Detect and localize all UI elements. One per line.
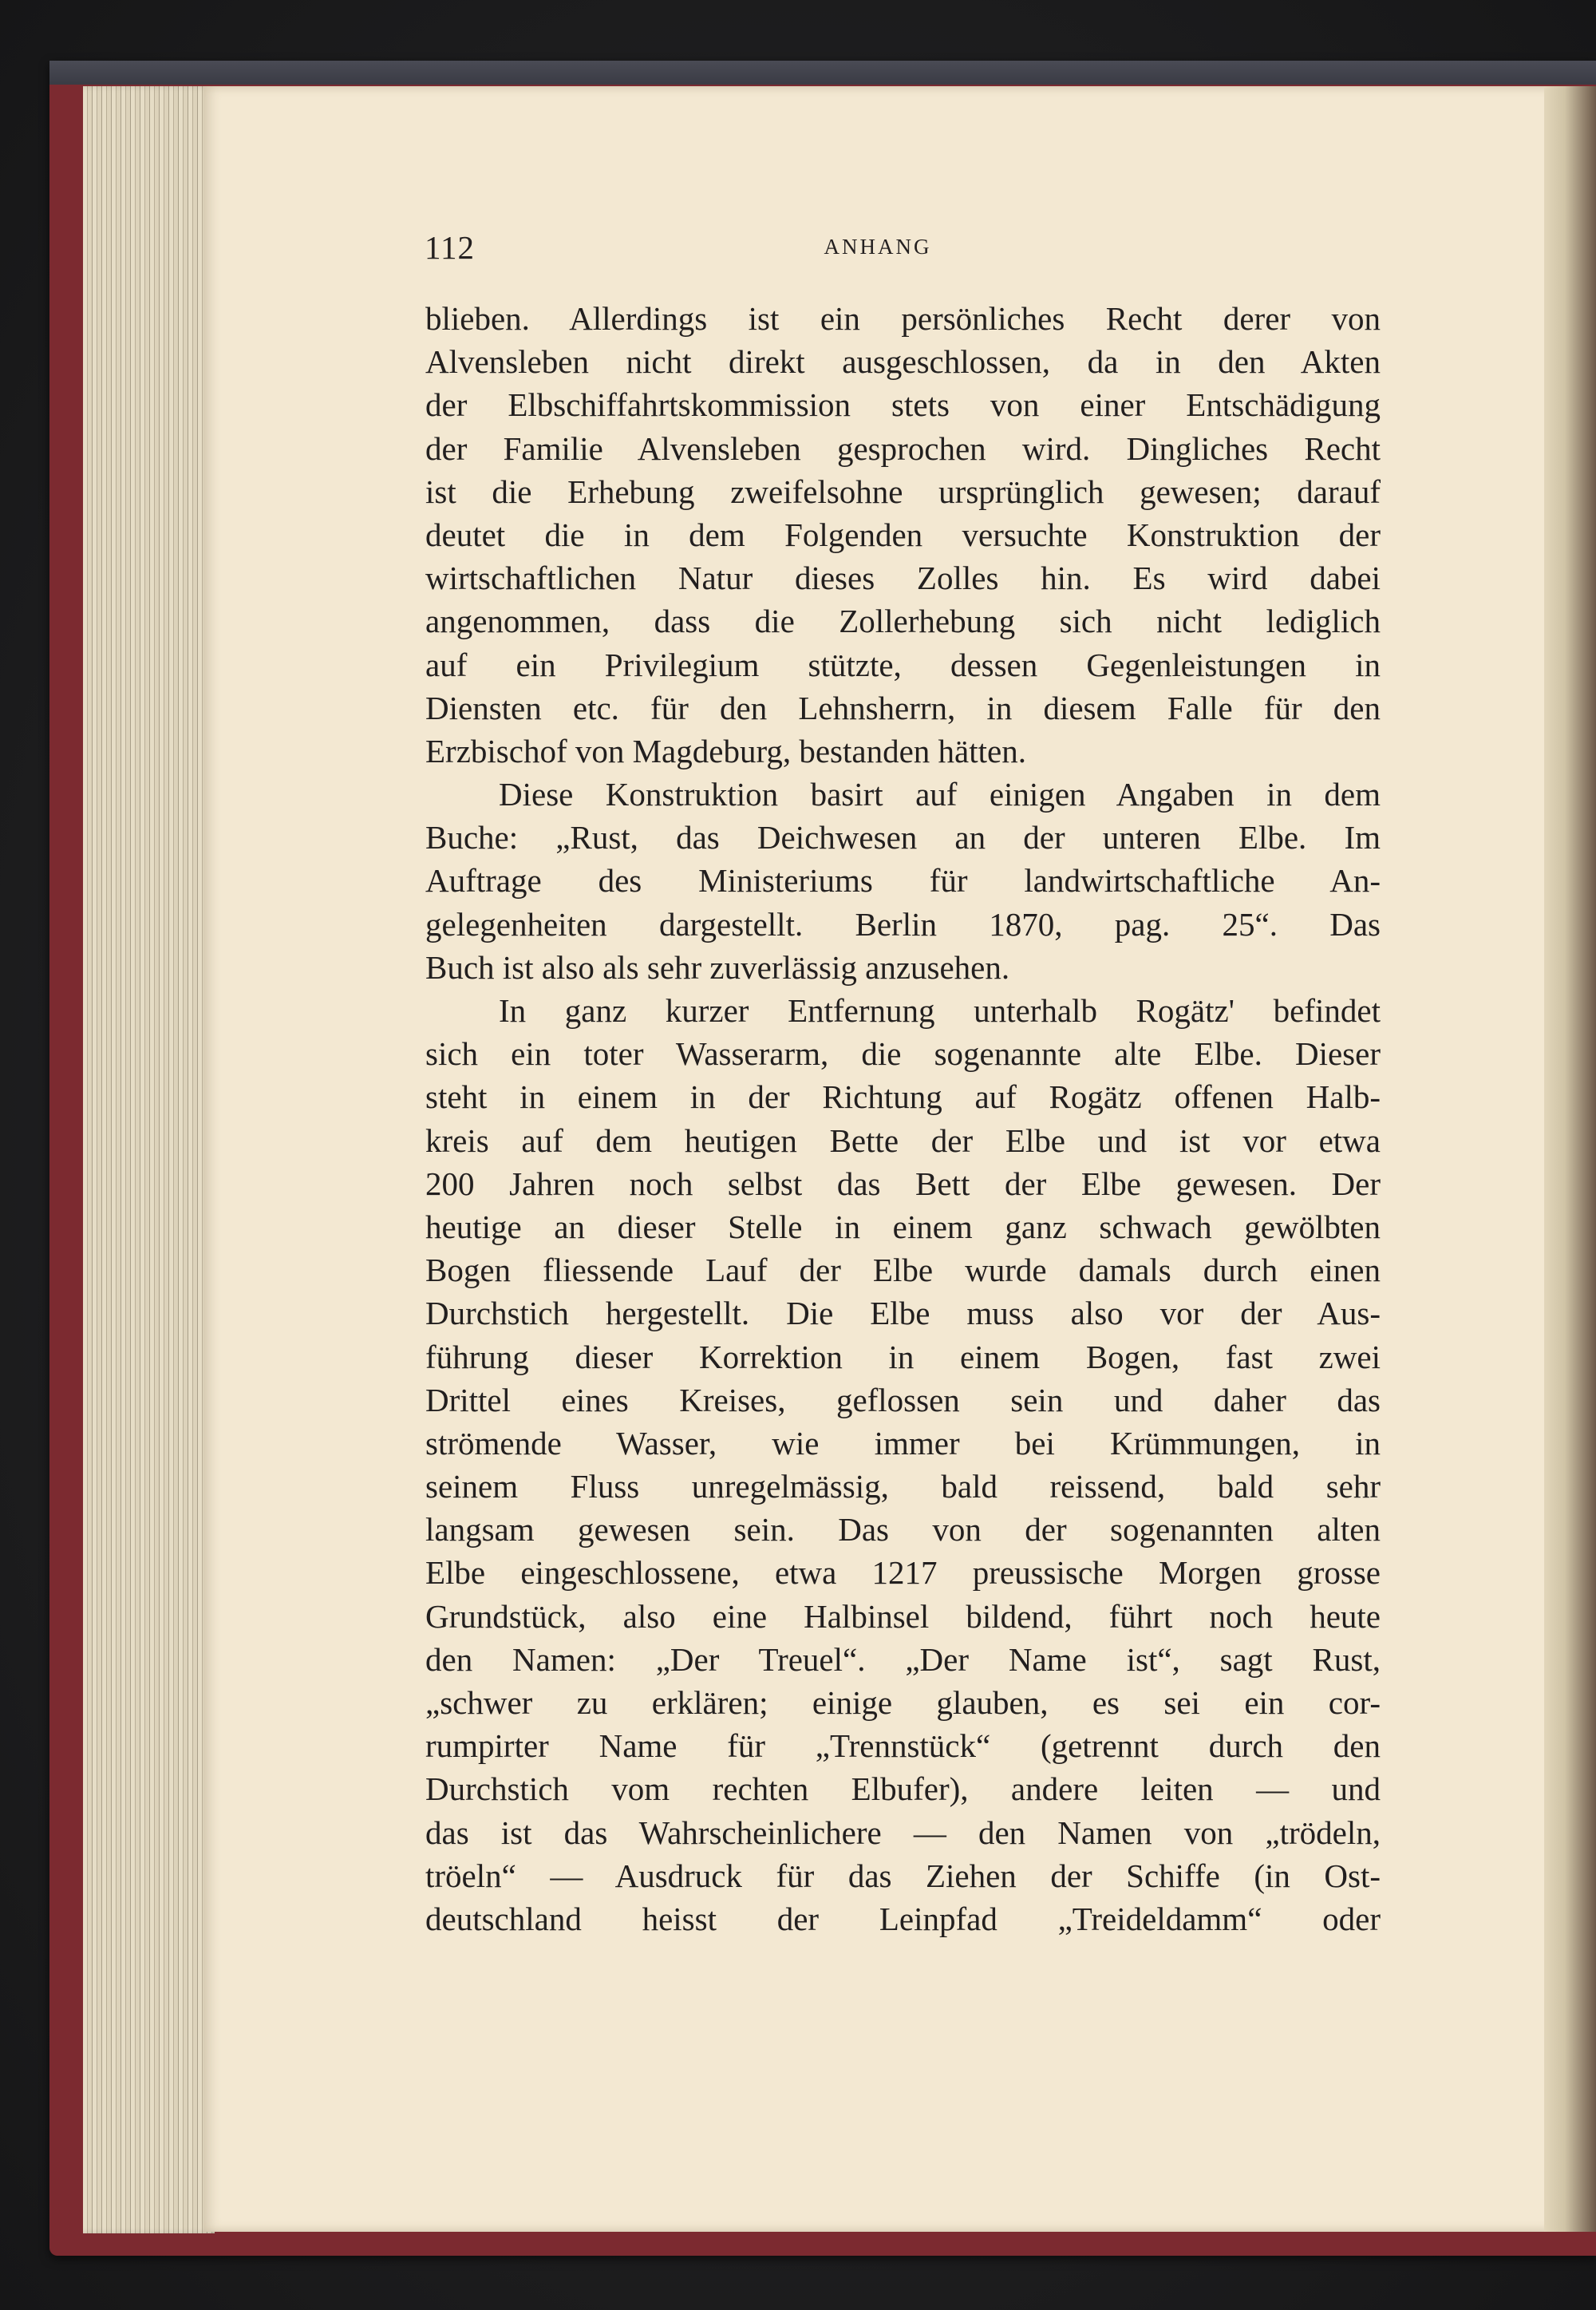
text-line: Buche: „Rust, das Deichwesen an der unteren Elbe. Im: [425, 819, 1381, 856]
text-line: Bogen fliessende Lauf der Elbe wurde damals durch einen: [425, 1252, 1381, 1289]
text-line: deutschland heisst der Leinpfad „Treideldamm“ oder: [425, 1900, 1381, 1937]
text-line: „schwer zu erklären; einige glauben, es sei ein cor-: [425, 1684, 1381, 1721]
text-line: Alvensleben nicht direkt ausgeschlossen, da in den Akten: [425, 343, 1381, 381]
text-line: tröeln“ — Ausdruck für das Ziehen der Schiffe (in Ost-: [425, 1857, 1381, 1894]
page-gutter: [1544, 86, 1596, 2232]
text-line: langsam gewesen sein. Das von der sogenannten alten: [425, 1511, 1381, 1549]
text-line: strömende Wasser, wie immer bei Krümmungen, in: [425, 1424, 1381, 1462]
text-line: Auftrage des Ministeriums für landwirtschaftliche An-: [425, 862, 1381, 900]
text-line: Durchstich vom rechten Elbufer), andere leiten — und: [425, 1770, 1381, 1808]
text-line: seinem Fluss unregelmässig, bald reissend, bald sehr: [425, 1468, 1381, 1505]
text-line: deutet die in dem Folgenden versuchte Konstruktion der: [425, 516, 1381, 553]
text-line: wirtschaftlichen Natur dieses Zolles hin. Es wird dabei: [425, 560, 1381, 597]
paragraph-first-line: In ganz kurzer Entfernung unterhalb Rogätz' befindet: [499, 992, 1381, 1029]
paragraph-first-line: Diese Konstruktion basirt auf einigen Angaben in dem: [499, 776, 1381, 813]
text-line: den Namen: „Der Treuel“. „Der Name ist“, sagt Rust,: [425, 1640, 1381, 1678]
text-line: Durchstich hergestellt. Die Elbe muss also vor der Aus-: [425, 1295, 1381, 1332]
book-cover-top-edge: [49, 61, 1596, 85]
text-line: kreis auf dem heutigen Bette der Elbe und ist vor etwa: [425, 1121, 1381, 1159]
paragraph-end-line: Erzbischof von Magdeburg, bestanden hätten.: [425, 732, 1026, 769]
text-line: heutige an dieser Stelle in einem ganz schwach gewölbten: [425, 1208, 1381, 1245]
body-text: [425, 297, 1381, 1940]
text-line: Drittel eines Kreises, geflossen sein und daher das: [425, 1381, 1381, 1418]
text-line: Grundstück, also eine Halbinsel bildend, führt noch heute: [425, 1597, 1381, 1635]
page-number: 112: [425, 229, 475, 266]
text-line: sich ein toter Wasserarm, die sogenannte alte Elbe. Dieser: [425, 1035, 1381, 1073]
text-line: Diensten etc. für den Lehnsherrn, in diesem Falle für den: [425, 689, 1381, 726]
text-line: der Elbschiffahrtskommission stets von einer Entschädigung: [425, 386, 1381, 424]
text-line: blieben. Allerdings ist ein persönliches Recht derer von: [425, 300, 1381, 337]
text-line: der Familie Alvensleben gesprochen wird. Dingliches Recht: [425, 429, 1381, 467]
text-line: Elbe eingeschlossene, etwa 1217 preussische Morgen grosse: [425, 1554, 1381, 1592]
running-head: ANHANG: [824, 235, 932, 259]
text-line: auf ein Privilegium stützte, dessen Gegenleistungen in: [425, 646, 1381, 683]
text-line: führung dieser Korrektion in einem Bogen, fast zwei: [425, 1338, 1381, 1375]
text-line: das ist das Wahrscheinlichere — den Namen von „trödeln,: [425, 1814, 1381, 1851]
page-header: [0, 227, 1596, 267]
text-line: gelegenheiten dargestellt. Berlin 1870, pag. 25“. Das: [425, 905, 1381, 943]
page-stack-edges: [83, 86, 215, 2233]
text-line: 200 Jahren noch selbst das Bett der Elbe gewesen. Der: [425, 1165, 1381, 1202]
text-line: angenommen, dass die Zollerhebung sich nicht lediglich: [425, 603, 1381, 640]
text-line: ist die Erhebung zweifelsohne ursprünglich gewesen; darauf: [425, 473, 1381, 510]
text-line: steht in einem in der Richtung auf Rogätz offenen Halb-: [425, 1078, 1381, 1116]
text-line: rumpirter Name für „Trennstück“ (getrennt durch den: [425, 1727, 1381, 1765]
paragraph-end-line: Buch ist also als sehr zuverlässig anzusehen.: [425, 948, 1010, 986]
